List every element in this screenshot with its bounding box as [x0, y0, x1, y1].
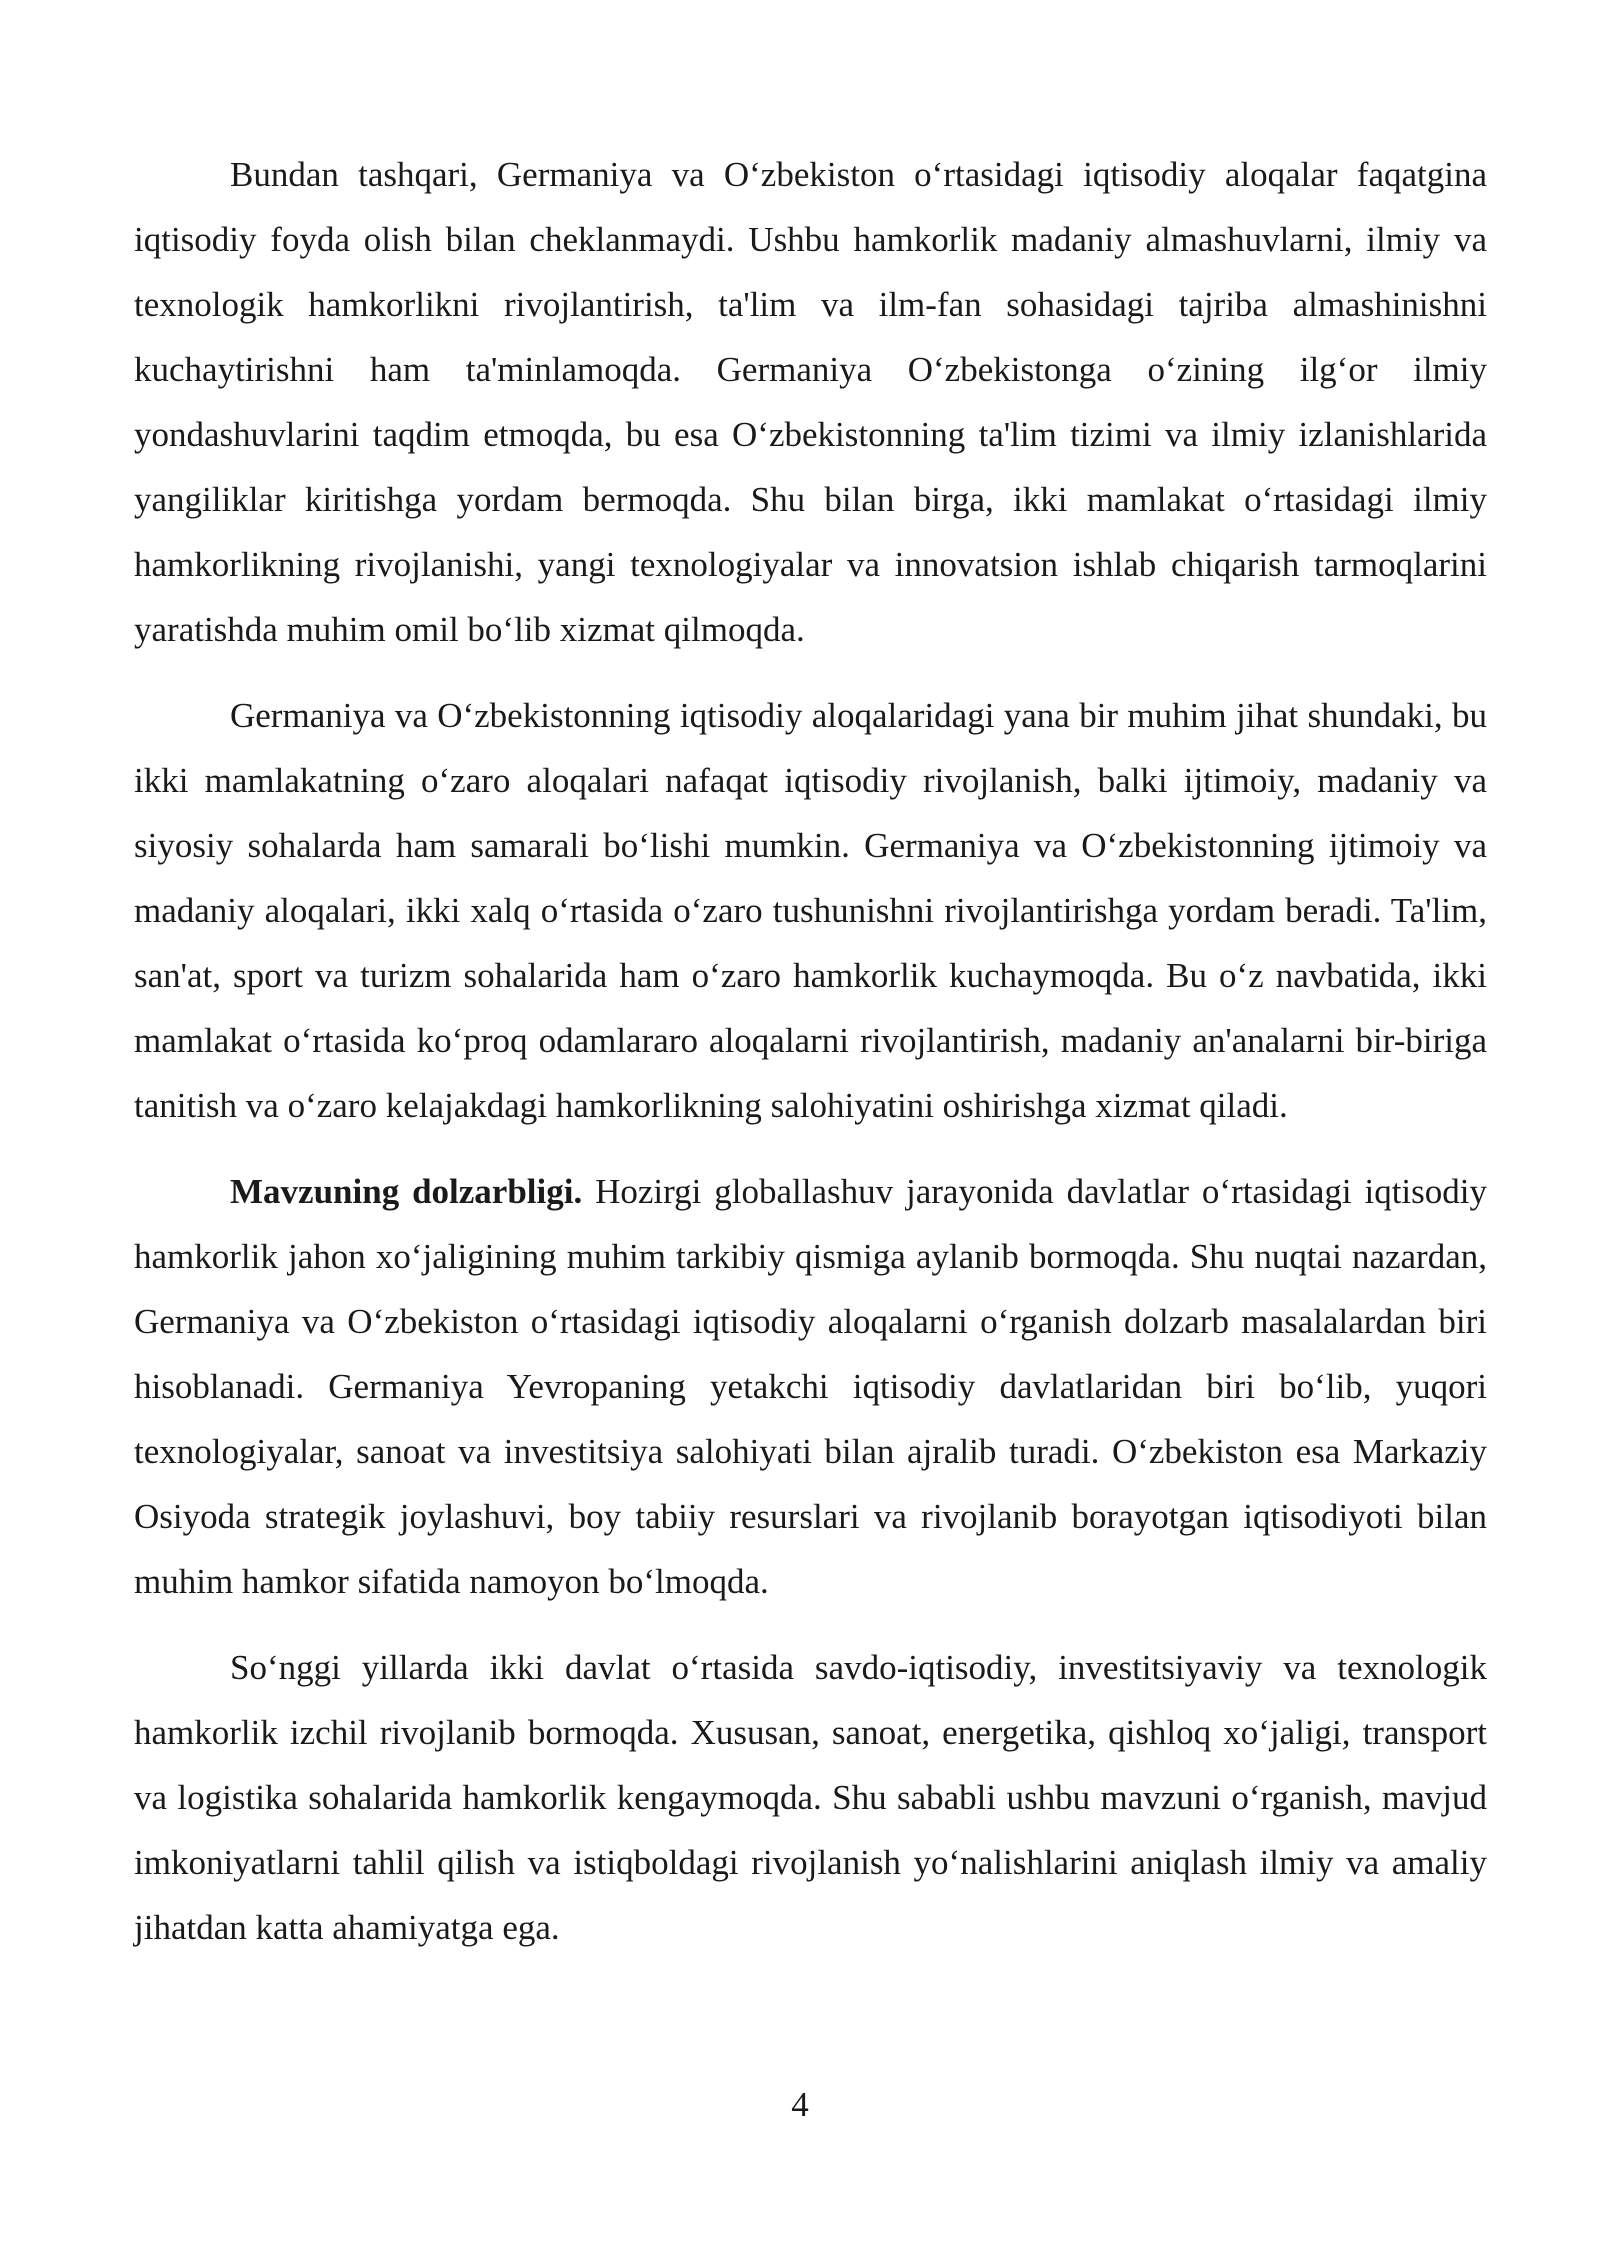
section-lead-heading: Mavzuning dolzarbligi.: [230, 1172, 583, 1211]
page-number: 4: [791, 2085, 809, 2124]
paragraph-text: Germaniya va O‘zbekistonning iqtisodiy aloqalaridagi yana bir muhim jihat shundaki, bu ikki mamlakatning o‘zaro aloqalari nafaqat iqtisodiy rivojlanish, balki ijtimoiy, madaniy va siyosiy sohalarda ham samarali bo‘lishi mumkin. Germaniya va O‘zbekistonning ijtimoiy va madaniy aloqalari, ikki xalq o‘rtasida o‘zaro tushunishni rivojlantirishga yordam beradi. Ta'lim, san'at, sport va turizm sohalarida ham o‘zaro hamkorlik kuchaymoqda. Bu o‘z navbatida, ikki mamlakat o‘rtasida ko‘proq odamlararo aloqalarni rivojlantirish, madaniy an'analarni bir-biriga tanitish va o‘zaro kelajakdagi hamkorlikning salohiyatini oshirishga xizmat qiladi.: [134, 696, 1487, 1125]
paragraph-text: Hozirgi globallashuv jarayonida davlatlar o‘rtasidagi iqtisodiy hamkorlik jahon xo‘jaligining muhim tarkibiy qismiga aylanib bormoqda. Shu nuqtai nazardan, Germaniya va O‘zbekiston o‘rtasidagi iqtisodiy aloqalarni o‘rganish dolzarb masalalardan biri hisoblanadi. Germaniya Yevropaning yetakchi iqtisodiy davlatlaridan biri bo‘lib, yuqori texnologiyalar, sanoat va investitsiya salohiyati bilan ajralib turadi. O‘zbekiston esa Markaziy Osiyoda strategik joylashuvi, boy tabiiy resurslari va rivojlanib borayotgan iqtisodiyoti bilan muhim hamkor sifatida namoyon bo‘lmoqda.: [134, 1172, 1487, 1601]
paragraph-cooperation-beyond-economics: [134, 142, 1487, 662]
paragraph-social-cultural-ties: [134, 683, 1487, 1138]
paragraph-text: So‘nggi yillarda ikki davlat o‘rtasida savdo-iqtisodiy, investitsiyaviy va texnologik hamkorlik izchil rivojlanib bormoqda. Xususan, sanoat, energetika, qishloq xo‘jaligi, transport va logistika sohalarida hamkorlik kengaymoqda. Shu sababli ushbu mavzuni o‘rganish, mavjud imkoniyatlarni tahlil qilish va istiqboldagi rivojlanish yo‘nalishlarini aniqlash ilmiy va amaliy jihatdan katta ahamiyatga ega.: [134, 1648, 1487, 1947]
document-body: [134, 142, 1487, 1960]
paragraph-recent-cooperation: [134, 1635, 1487, 1960]
paragraph-topic-relevance: [134, 1159, 1487, 1614]
paragraph-text: Bundan tashqari, Germaniya va O‘zbekiston o‘rtasidagi iqtisodiy aloqalar faqatgina iqtisodiy foyda olish bilan cheklanmaydi. Ushbu hamkorlik madaniy almashuvlarni, ilmiy va texnologik hamkorlikni rivojlantirish, ta'lim va ilm-fan sohasidagi tajriba almashinishni kuchaytirishni ham ta'minlamoqda. Germaniya O‘zbekistonga o‘zining ilg‘or ilmiy yondashuvlarini taqdim etmoqda, bu esa O‘zbekistonning ta'lim tizimi va ilmiy izlanishlarida yangiliklar kiritishga yordam bermoqda. Shu bilan birga, ikki mamlakat o‘rtasidagi ilmiy hamkorlikning rivojlanishi, yangi texnologiyalar va innovatsion ishlab chiqarish tarmoqlarini yaratishda muhim omil bo‘lib xizmat qilmoqda.: [134, 155, 1487, 649]
